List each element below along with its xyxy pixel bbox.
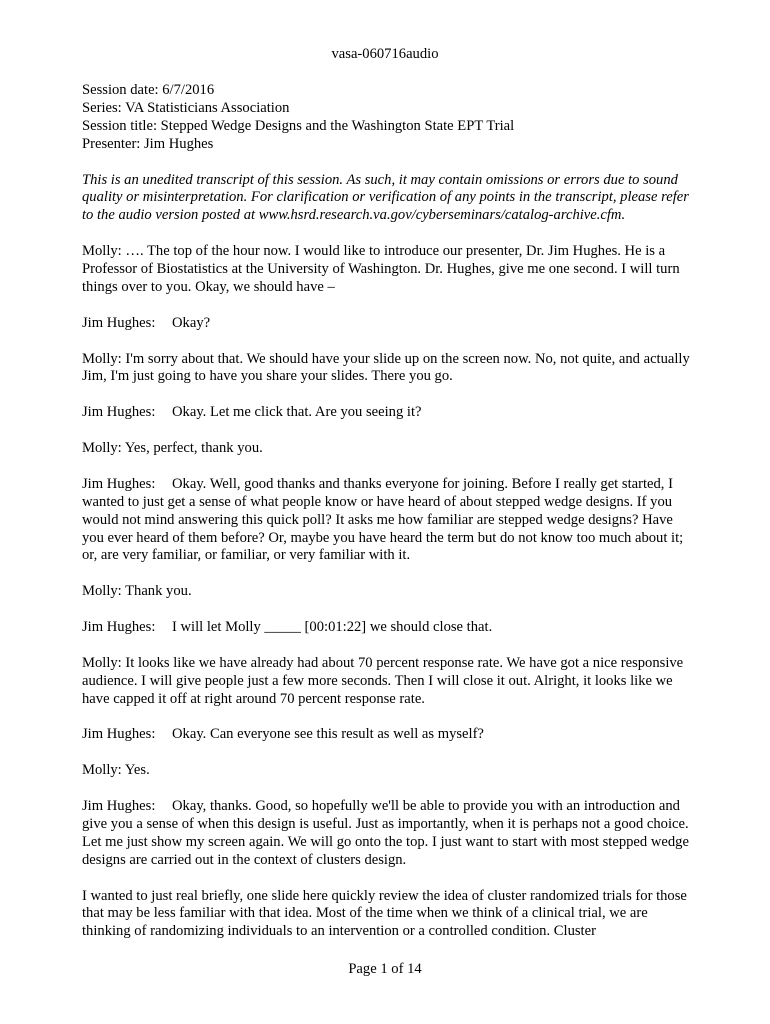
speaker-label: Jim Hughes:: [82, 314, 156, 331]
transcript-paragraph: [82, 351, 692, 387]
transcript-paragraph: [82, 655, 692, 709]
transcript-paragraph: [82, 762, 692, 780]
running-header: vasa-060716audio: [331, 46, 439, 62]
utterance-text: I will let Molly _____ [00:01:22] we should close that.: [172, 619, 493, 636]
transcript-paragraph: [82, 440, 692, 458]
speaker-label: Jim Hughes:: [82, 619, 156, 636]
transcript-paragraph: [82, 243, 692, 297]
session-title: Session title: Stepped Wedge Designs and the Washington State EPT Trial: [82, 117, 515, 134]
utterance-text: Molly: …. The top of the hour now. I would like to introduce our presenter, Dr. Jim Hughes. He is a Professor of Biostatistics at the University of Washington. Dr. Hughes, give me one second. I will turn things over to you. Okay, we should have –: [82, 243, 680, 295]
transcript: [82, 243, 692, 941]
transcript-paragraph: [82, 619, 692, 637]
transcript-paragraph: [82, 888, 692, 942]
utterance-text: Molly: Thank you.: [82, 583, 192, 600]
document-body: [82, 82, 692, 959]
speaker-label: Jim Hughes:: [82, 404, 156, 421]
transcript-paragraph: [82, 476, 692, 566]
speaker-label: Jim Hughes:: [82, 475, 156, 492]
utterance-text: Okay. Can everyone see this result as well as myself?: [172, 726, 484, 743]
transcript-paragraph: [82, 404, 692, 422]
utterance-text: Okay, thanks. Good, so hopefully we'll be able to provide you with an introduction and give you a sense of when this design is useful. Just as importantly, when it is perhaps not a good choice. Let me just show my screen again. We will go onto the top. I just want to start with most stepped wedge designs are carried out in the context of clusters design.: [82, 798, 689, 868]
session-metadata: [82, 82, 692, 154]
utterance-text: Okay?: [172, 314, 211, 331]
utterance-text: Molly: Yes.: [82, 762, 150, 779]
disclaimer-paragraph: This is an unedited transcript of this session. As such, it may contain omissions or errors due to sound quality or misinterpretation. For clarification or verification of any points in the transcript, please refer to the audio version posted at www.hsrd.research.va.gov/cyberseminars/catalog-archive.cfm.: [82, 171, 689, 224]
session-presenter: Presenter: Jim Hughes: [82, 135, 214, 152]
speaker-label: Jim Hughes:: [82, 726, 156, 743]
transcript-paragraph: [82, 315, 692, 333]
utterance-text: Okay. Let me click that. Are you seeing it?: [172, 404, 422, 421]
utterance-text: Molly: Yes, perfect, thank you.: [82, 440, 263, 457]
transcript-paragraph: [82, 583, 692, 601]
page-number: Page 1 of 14: [348, 961, 422, 977]
utterance-text: Molly: It looks like we have already had about 70 percent response rate. We have got a nice responsive audience. I will give people just a few more seconds. Then I will close it out. Alright, it looks like we have capped it off at right around 70 percent response rate.: [82, 654, 684, 707]
utterance-text: Okay. Well, good thanks and thanks everyone for joining. Before I really get started, I wanted to just get a sense of what people know or have heard of about stepped wedge designs. If you would not mind answering this quick poll? It asks me how familiar are stepped wedge designs? Have you ever heard of them before? Or, maybe you have heard the term but do not know too much about it; or, are very familiar, or familiar, or very familiar with it.: [82, 475, 684, 564]
transcript-paragraph: [82, 726, 692, 744]
session-date: Session date: 6/7/2016: [82, 82, 215, 98]
utterance-text: I wanted to just real briefly, one slide here quickly review the idea of cluster randomized trials for those that may be less familiar with that idea. Most of the time when we think of a clinical trial, we are thinking of randomizing individuals to an intervention or a controlled condition. Cluster: [82, 887, 687, 940]
speaker-label: Jim Hughes:: [82, 798, 156, 815]
transcript-paragraph: [82, 798, 692, 870]
utterance-text: Molly: I'm sorry about that. We should have your slide up on the screen now. No, not quite, and actually Jim, I'm just going to have you share your slides. There you go.: [82, 350, 690, 385]
session-series: Series: VA Statisticians Association: [82, 99, 290, 116]
